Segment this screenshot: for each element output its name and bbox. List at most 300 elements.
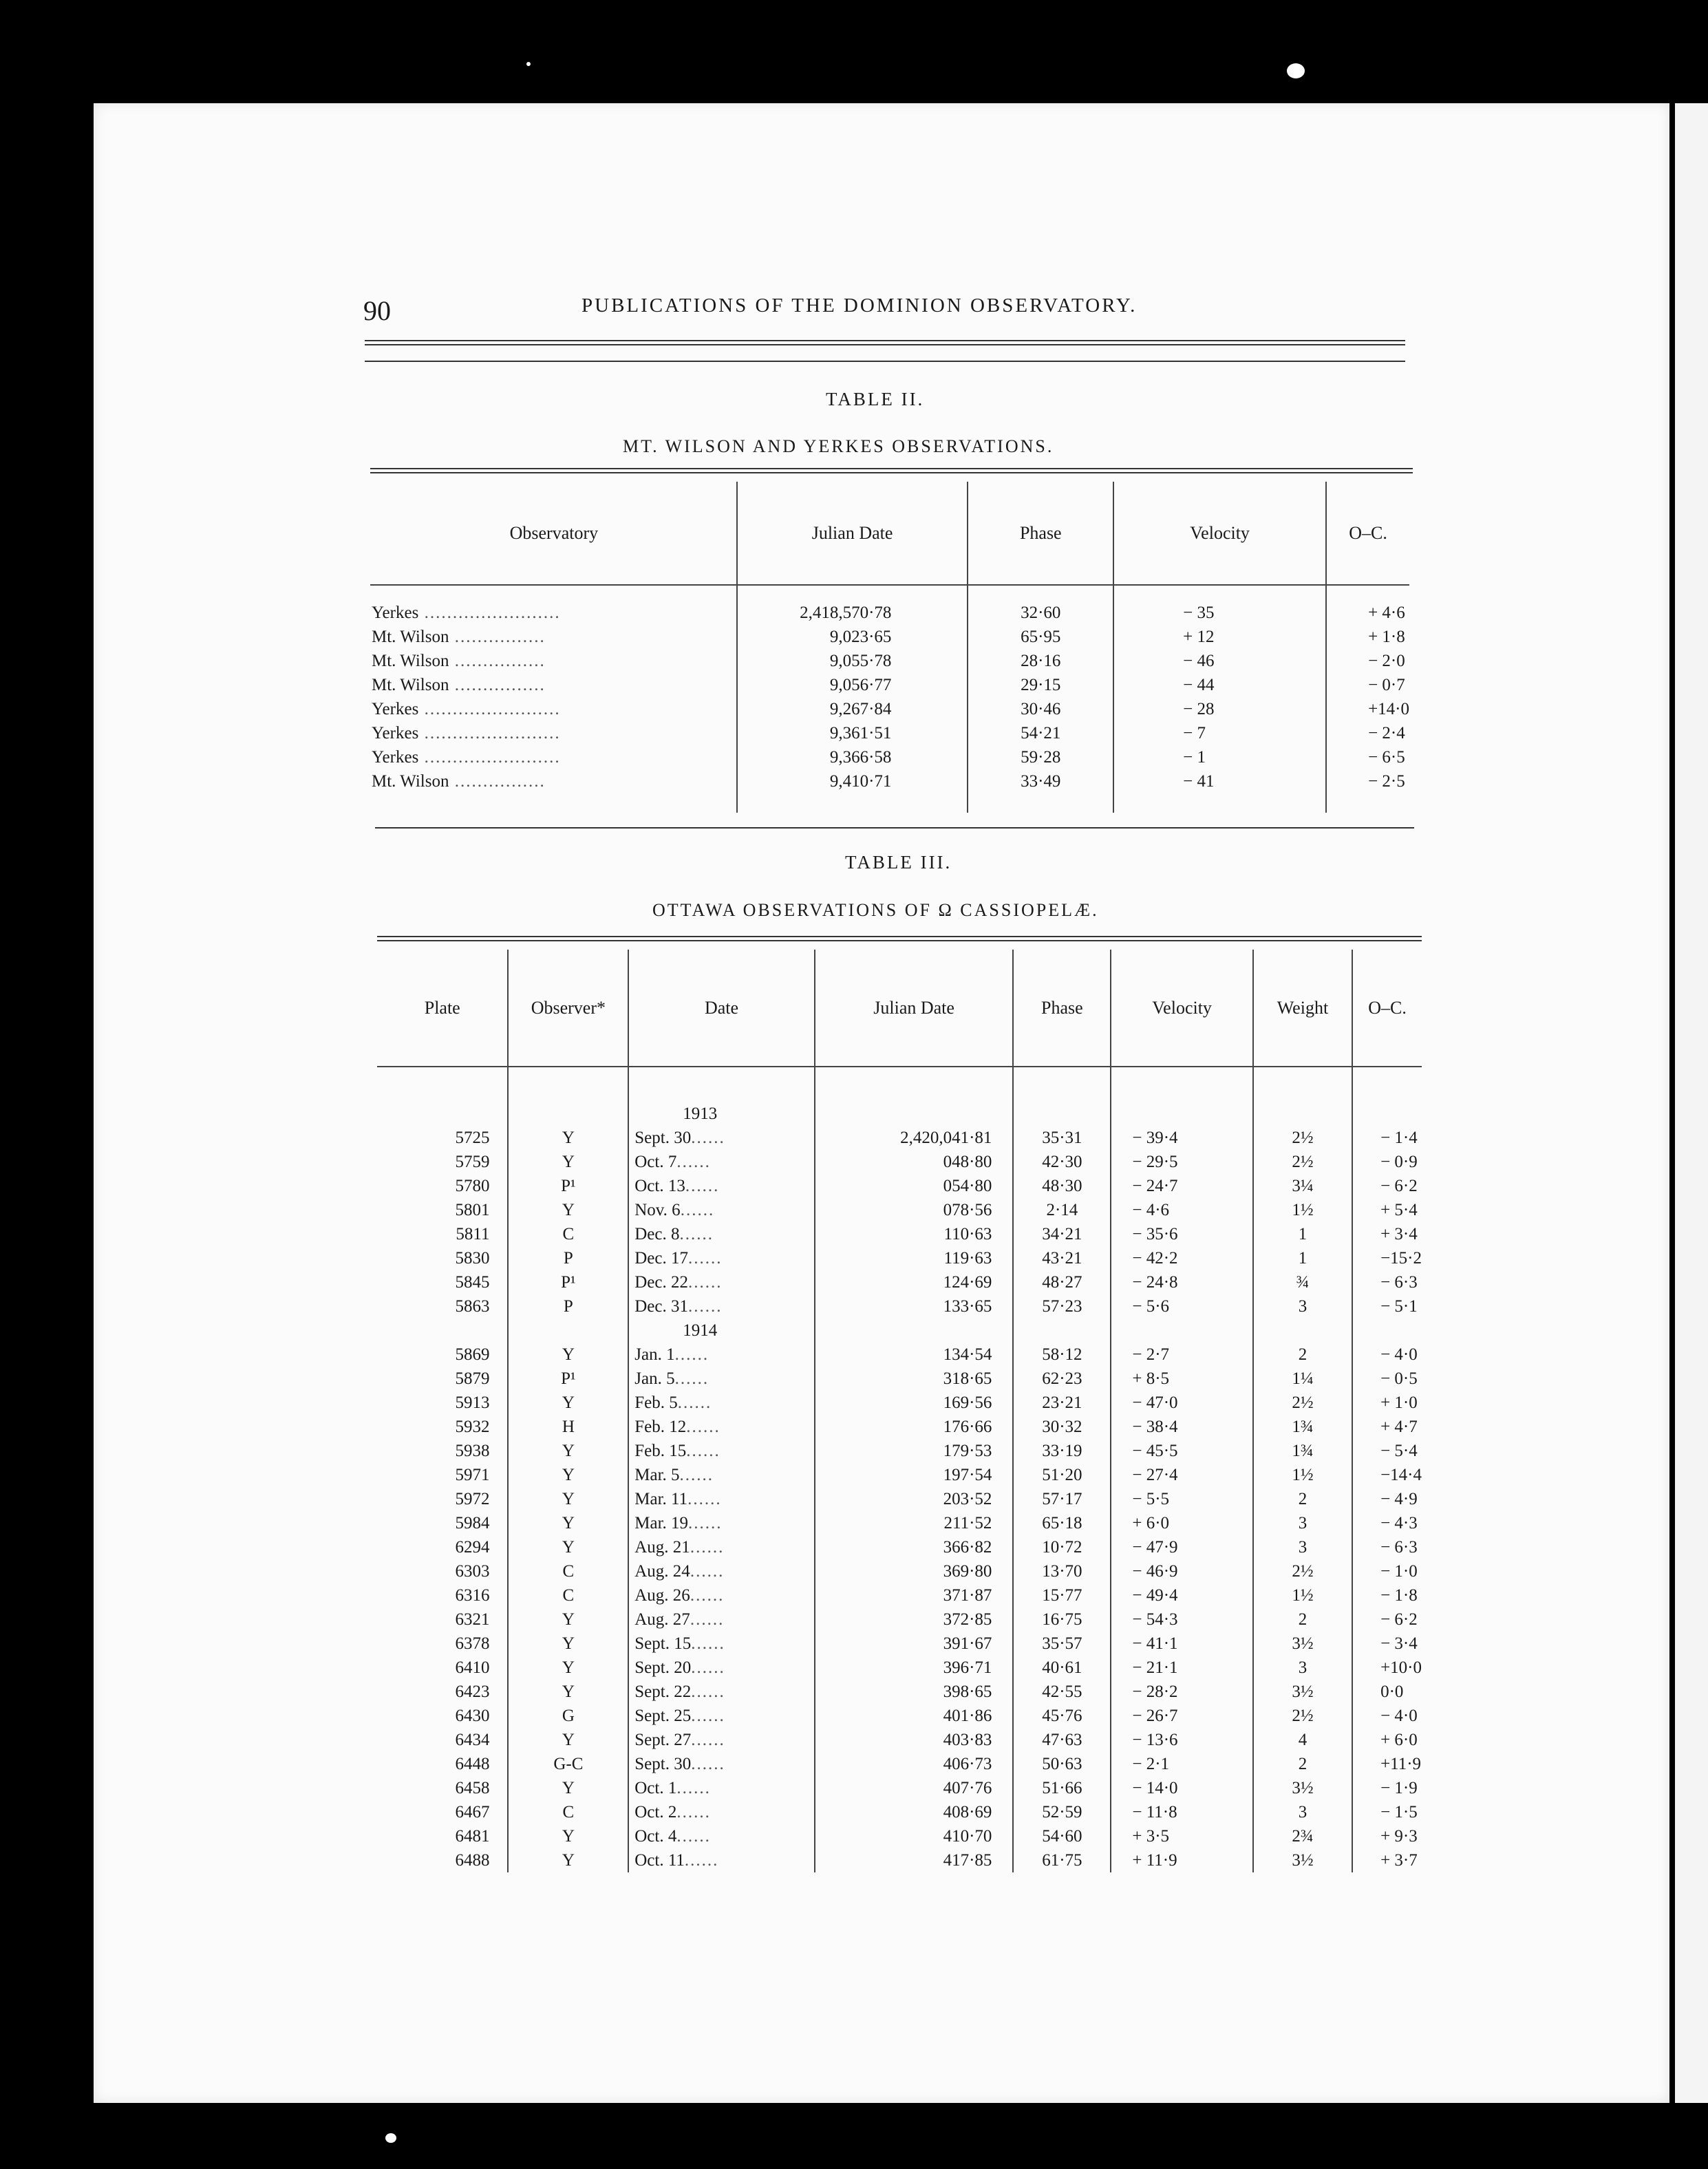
phase-cell: 40·61 — [1013, 1656, 1111, 1680]
weight-cell: 3 — [1253, 1656, 1352, 1680]
phase-cell: 43·21 — [1013, 1246, 1111, 1270]
oc-cell: −15·2 — [1352, 1246, 1422, 1270]
leader-dots: ...... — [691, 1129, 725, 1147]
oc-cell: + 1·8 — [1326, 625, 1409, 649]
weight-cell: 1¾ — [1253, 1439, 1352, 1463]
phase-cell: 32·60 — [968, 585, 1113, 625]
table-row — [377, 1824, 1422, 1848]
phase-cell: 52·59 — [1013, 1800, 1111, 1824]
julian-date-cell: 176·66 — [815, 1415, 1014, 1439]
date-text: Mar. 5 — [634, 1466, 680, 1484]
velocity-cell: − 7 — [1113, 721, 1326, 745]
table2-title: MT. WILSON AND YERKES OBSERVATIONS. — [623, 436, 1054, 456]
date-text: Sept. 25 — [634, 1707, 692, 1725]
scan-speck — [526, 62, 531, 66]
observatory-cell — [370, 673, 737, 697]
phase-cell: 48·30 — [1013, 1174, 1111, 1198]
leader-dots: ...... — [676, 1803, 711, 1821]
observer-cell: Y — [508, 1463, 628, 1487]
observer-cell: Y — [508, 1776, 628, 1800]
empty-cell — [377, 1067, 508, 1126]
oc-cell: − 1·5 — [1352, 1800, 1422, 1824]
col-oc: O–C. — [1326, 482, 1409, 585]
plate-cell: 5845 — [455, 1273, 490, 1292]
weight-cell: 2½ — [1253, 1391, 1352, 1415]
weight-cell: 2½ — [1253, 1150, 1352, 1174]
plate-cell: 6303 — [455, 1562, 490, 1581]
phase-cell: 59·28 — [968, 745, 1113, 769]
oc-cell: − 6·3 — [1352, 1535, 1422, 1559]
col-oc: O–C. — [1352, 950, 1422, 1067]
oc-cell: − 1·9 — [1352, 1776, 1422, 1800]
leader-dots: ................ — [449, 628, 546, 646]
leader-dots: ...... — [691, 1755, 725, 1773]
leader-dots: ...... — [690, 1610, 725, 1629]
date-text: Sept. 22 — [634, 1682, 692, 1701]
date-cell — [628, 1174, 815, 1198]
phase-cell: 29·15 — [968, 673, 1113, 697]
leader-dots: ...... — [686, 1418, 720, 1436]
observatory-name: Yerkes — [372, 748, 419, 767]
observatory-cell — [370, 697, 737, 721]
weight-cell: 2½ — [1253, 1126, 1352, 1150]
plate-cell: 6488 — [455, 1851, 490, 1870]
date-text: Feb. 15 — [634, 1442, 687, 1460]
plate-cell: 5830 — [455, 1249, 490, 1268]
empty-cell — [1111, 1067, 1252, 1126]
date-cell — [628, 1607, 815, 1632]
julian-date-cell: 9,056·77 — [737, 673, 968, 697]
julian-date-cell: 417·85 — [815, 1848, 1014, 1872]
date-cell — [628, 1270, 815, 1294]
phase-cell: 2·14 — [1013, 1198, 1111, 1222]
table2-label: TABLE II. — [826, 389, 925, 409]
date-text: Jan. 5 — [634, 1369, 675, 1388]
phase-cell: 28·16 — [968, 649, 1113, 673]
phase-cell: 54·21 — [968, 721, 1113, 745]
observatory-name: Yerkes — [372, 603, 419, 622]
date-text: Sept. 20 — [634, 1658, 692, 1677]
table2-top-rule — [370, 468, 1413, 473]
weight-cell: 3½ — [1253, 1680, 1352, 1704]
phase-cell: 57·17 — [1013, 1487, 1111, 1511]
leader-dots: ...... — [686, 1442, 720, 1460]
velocity-cell: − 41 — [1113, 769, 1326, 813]
date-cell — [628, 1343, 815, 1367]
table-row — [377, 1511, 1422, 1535]
leader-dots: ...... — [674, 1345, 709, 1364]
date-text: Oct. 7 — [634, 1153, 677, 1171]
leader-dots: ...... — [684, 1851, 719, 1870]
leader-dots: ...... — [688, 1297, 723, 1316]
leader-dots: ...... — [674, 1369, 709, 1388]
velocity-cell: − 46 — [1113, 649, 1326, 673]
phase-cell: 23·21 — [1013, 1391, 1111, 1415]
oc-cell: − 4·0 — [1352, 1704, 1422, 1728]
velocity-cell: − 29·5 — [1111, 1150, 1252, 1174]
observatory-cell — [370, 625, 737, 649]
phase-cell: 65·18 — [1013, 1511, 1111, 1535]
observatory-name: Mt. Wilson — [372, 628, 449, 646]
table-row — [377, 1439, 1422, 1463]
phase-cell: 48·27 — [1013, 1270, 1111, 1294]
phase-cell: 35·57 — [1013, 1632, 1111, 1656]
leader-dots: ........................ — [418, 603, 561, 622]
julian-date-cell: 9,267·84 — [737, 697, 968, 721]
oc-cell: + 1·0 — [1352, 1391, 1422, 1415]
empty-cell — [508, 1067, 628, 1126]
oc-cell: − 2·0 — [1326, 649, 1409, 673]
observatory-name: Yerkes — [372, 700, 419, 718]
date-cell — [628, 1583, 815, 1607]
observer-cell: Y — [508, 1656, 628, 1680]
observatory-name: Mt. Wilson — [372, 772, 449, 791]
col-observer: Observer* — [508, 950, 628, 1067]
date-text: Sept. 30 — [634, 1129, 692, 1147]
weight-cell: 3 — [1253, 1294, 1352, 1318]
phase-cell: 45·76 — [1013, 1704, 1111, 1728]
velocity-cell: − 24·8 — [1111, 1270, 1252, 1294]
table-row — [377, 1463, 1422, 1487]
phase-cell: 30·46 — [968, 697, 1113, 721]
table-row — [377, 1222, 1422, 1246]
col-date: Date — [628, 950, 815, 1067]
velocity-cell: − 45·5 — [1111, 1439, 1252, 1463]
table2-header-row — [370, 482, 1409, 585]
table2 — [370, 482, 1409, 813]
observatory-name: Mt. Wilson — [372, 652, 449, 670]
velocity-cell: − 47·9 — [1111, 1535, 1252, 1559]
julian-date-cell: 406·73 — [815, 1752, 1014, 1776]
julian-date-cell: 169·56 — [815, 1391, 1014, 1415]
leader-dots: ...... — [691, 1634, 725, 1653]
oc-cell: − 6·2 — [1352, 1174, 1422, 1198]
observer-cell: P — [508, 1294, 628, 1318]
observatory-cell — [370, 649, 737, 673]
velocity-cell: + 11·9 — [1111, 1848, 1252, 1872]
observer-cell: P¹ — [508, 1270, 628, 1294]
phase-cell: 51·20 — [1013, 1463, 1111, 1487]
oc-cell: − 6·5 — [1326, 745, 1409, 769]
plate-cell: 6458 — [455, 1779, 490, 1797]
table2-body — [370, 585, 1409, 813]
oc-cell: − 6·2 — [1352, 1607, 1422, 1632]
table-row — [377, 1583, 1422, 1607]
date-text: Dec. 8 — [634, 1225, 680, 1243]
date-cell — [628, 1656, 815, 1680]
running-title: PUBLICATIONS OF THE DOMINION OBSERVATORY. — [581, 295, 1138, 317]
velocity-cell: − 38·4 — [1111, 1415, 1252, 1439]
velocity-cell: − 28 — [1113, 697, 1326, 721]
weight-cell: ¾ — [1253, 1270, 1352, 1294]
table-row — [377, 1198, 1422, 1222]
observer-cell: P¹ — [508, 1367, 628, 1391]
leader-dots: ...... — [677, 1393, 712, 1412]
julian-date-cell: 372·85 — [815, 1607, 1014, 1632]
empty-cell — [1111, 1318, 1252, 1343]
julian-date-cell: 119·63 — [815, 1246, 1014, 1270]
phase-cell: 62·23 — [1013, 1367, 1111, 1391]
oc-cell: − 2·4 — [1326, 721, 1409, 745]
header-rule-thin — [365, 361, 1405, 362]
leader-dots: ...... — [679, 1225, 714, 1243]
phase-cell: 42·55 — [1013, 1680, 1111, 1704]
plate-cell: 5759 — [455, 1153, 490, 1171]
oc-cell: +11·9 — [1352, 1752, 1422, 1776]
phase-cell: 51·66 — [1013, 1776, 1111, 1800]
phase-cell: 57·23 — [1013, 1294, 1111, 1318]
plate-cell: 5972 — [455, 1490, 490, 1508]
weight-cell: 3½ — [1253, 1776, 1352, 1800]
velocity-cell: − 1 — [1113, 745, 1326, 769]
velocity-cell: − 24·7 — [1111, 1174, 1252, 1198]
date-cell — [628, 1222, 815, 1246]
table-row — [370, 625, 1409, 649]
date-text: Oct. 4 — [634, 1827, 677, 1846]
table-row — [377, 1607, 1422, 1632]
table-row — [377, 1391, 1422, 1415]
table-row — [377, 1752, 1422, 1776]
table3-title: OTTAWA OBSERVATIONS OF Ω CASSIOPELÆ. — [652, 900, 1099, 920]
table-row — [377, 1367, 1422, 1391]
plate-cell: 6410 — [455, 1658, 490, 1677]
phase-cell: 65·95 — [968, 625, 1113, 649]
phase-cell: 61·75 — [1013, 1848, 1111, 1872]
leader-dots: ...... — [691, 1682, 725, 1701]
julian-date-cell: 398·65 — [815, 1680, 1014, 1704]
julian-date-cell: 9,055·78 — [737, 649, 968, 673]
observer-cell: C — [508, 1583, 628, 1607]
velocity-cell: − 14·0 — [1111, 1776, 1252, 1800]
plate-cell: 6434 — [455, 1731, 490, 1749]
velocity-cell: + 6·0 — [1111, 1511, 1252, 1535]
table-row — [377, 1728, 1422, 1752]
leader-dots: ................ — [449, 772, 546, 791]
leader-dots: ...... — [691, 1731, 725, 1749]
velocity-cell: + 12 — [1113, 625, 1326, 649]
table-row — [377, 1535, 1422, 1559]
date-text: Feb. 5 — [634, 1393, 678, 1412]
table-row — [377, 1246, 1422, 1270]
year-label: 1914 — [628, 1318, 815, 1343]
weight-cell: 4 — [1253, 1728, 1352, 1752]
oc-cell: − 5·1 — [1352, 1294, 1422, 1318]
table-row — [377, 1656, 1422, 1680]
julian-date-cell: 048·80 — [815, 1150, 1014, 1174]
phase-cell: 13·70 — [1013, 1559, 1111, 1583]
oc-cell: +10·0 — [1352, 1656, 1422, 1680]
oc-cell: − 1·4 — [1352, 1126, 1422, 1150]
date-cell — [628, 1680, 815, 1704]
table-row — [370, 745, 1409, 769]
oc-cell: − 0·7 — [1326, 673, 1409, 697]
julian-date-cell: 369·80 — [815, 1559, 1014, 1583]
oc-cell: + 4·6 — [1326, 585, 1409, 625]
plate-cell: 5984 — [455, 1514, 490, 1532]
velocity-cell: − 11·8 — [1111, 1800, 1252, 1824]
observer-cell: Y — [508, 1511, 628, 1535]
date-cell — [628, 1535, 815, 1559]
empty-cell — [508, 1318, 628, 1343]
julian-date-cell: 2,420,041·81 — [815, 1126, 1014, 1150]
leader-dots: ...... — [691, 1658, 725, 1677]
velocity-cell: − 54·3 — [1111, 1607, 1252, 1632]
date-cell — [628, 1150, 815, 1174]
col-velocity: Velocity — [1111, 950, 1252, 1067]
velocity-cell: − 46·9 — [1111, 1559, 1252, 1583]
velocity-cell: − 26·7 — [1111, 1704, 1252, 1728]
phase-cell: 42·30 — [1013, 1150, 1111, 1174]
table-row — [370, 721, 1409, 745]
weight-cell: 1½ — [1253, 1463, 1352, 1487]
julian-date-cell: 2,418,570·78 — [737, 585, 968, 625]
year-row — [377, 1067, 1422, 1126]
table-row — [370, 673, 1409, 697]
oc-cell: +14·0 — [1326, 697, 1409, 721]
scan-speck — [385, 2133, 396, 2143]
velocity-cell: − 27·4 — [1111, 1463, 1252, 1487]
velocity-cell: − 2·7 — [1111, 1343, 1252, 1367]
velocity-cell: − 35 — [1113, 585, 1326, 625]
leader-dots: ........................ — [418, 700, 561, 718]
leader-dots: ...... — [688, 1273, 723, 1292]
julian-date-cell: 203·52 — [815, 1487, 1014, 1511]
phase-cell: 33·49 — [968, 769, 1113, 813]
date-cell — [628, 1776, 815, 1800]
velocity-cell: − 5·6 — [1111, 1294, 1252, 1318]
table-row — [377, 1415, 1422, 1439]
julian-date-cell: 318·65 — [815, 1367, 1014, 1391]
weight-cell: 3½ — [1253, 1848, 1352, 1872]
empty-cell — [1013, 1318, 1111, 1343]
date-text: Oct. 13 — [634, 1177, 685, 1195]
table-row — [377, 1704, 1422, 1728]
julian-date-cell: 124·69 — [815, 1270, 1014, 1294]
plate-cell: 6448 — [455, 1755, 490, 1773]
scan-speck — [1287, 63, 1305, 78]
velocity-cell: + 3·5 — [1111, 1824, 1252, 1848]
weight-cell: 1 — [1253, 1246, 1352, 1270]
weight-cell: 3 — [1253, 1800, 1352, 1824]
oc-cell: − 5·4 — [1352, 1439, 1422, 1463]
col-observatory: Observatory — [370, 482, 737, 585]
table-row — [377, 1294, 1422, 1318]
plate-cell: 5811 — [456, 1225, 490, 1243]
phase-cell: 34·21 — [1013, 1222, 1111, 1246]
julian-date-cell: 179·53 — [815, 1439, 1014, 1463]
date-text: Dec. 22 — [634, 1273, 688, 1292]
phase-cell: 10·72 — [1013, 1535, 1111, 1559]
date-cell — [628, 1391, 815, 1415]
date-cell — [628, 1246, 815, 1270]
date-text: Dec. 17 — [634, 1249, 688, 1268]
plate-cell: 6378 — [455, 1634, 490, 1653]
observer-cell: Y — [508, 1343, 628, 1367]
velocity-cell: − 4·6 — [1111, 1198, 1252, 1222]
date-text: Aug. 21 — [634, 1538, 690, 1557]
observer-cell: C — [508, 1222, 628, 1246]
velocity-cell: − 21·1 — [1111, 1656, 1252, 1680]
plate-cell: 5801 — [455, 1201, 490, 1219]
weight-cell: 3½ — [1253, 1632, 1352, 1656]
phase-cell: 30·32 — [1013, 1415, 1111, 1439]
phase-cell: 33·19 — [1013, 1439, 1111, 1463]
observer-cell: G — [508, 1704, 628, 1728]
leader-dots: ...... — [676, 1779, 711, 1797]
empty-cell — [1253, 1067, 1352, 1126]
weight-cell: 2½ — [1253, 1704, 1352, 1728]
date-cell — [628, 1367, 815, 1391]
oc-cell: + 4·7 — [1352, 1415, 1422, 1439]
weight-cell: 1½ — [1253, 1583, 1352, 1607]
header-rule — [365, 340, 1405, 345]
oc-cell: − 4·0 — [1352, 1343, 1422, 1367]
date-text: Aug. 27 — [634, 1610, 690, 1629]
observer-cell: Y — [508, 1680, 628, 1704]
julian-date-cell: 408·69 — [815, 1800, 1014, 1824]
plate-cell: 6423 — [455, 1682, 490, 1701]
date-text: Oct. 2 — [634, 1803, 677, 1821]
date-text: Mar. 19 — [634, 1514, 689, 1532]
observer-cell: Y — [508, 1439, 628, 1463]
observer-cell: Y — [508, 1824, 628, 1848]
col-julian-date: Julian Date — [737, 482, 968, 585]
leader-dots: ...... — [676, 1153, 711, 1171]
observer-cell: H — [508, 1415, 628, 1439]
table-row — [377, 1776, 1422, 1800]
plate-cell: 5932 — [455, 1418, 490, 1436]
table-row — [377, 1800, 1422, 1824]
observer-cell: P¹ — [508, 1174, 628, 1198]
date-text: Sept. 27 — [634, 1731, 692, 1749]
observer-cell: Y — [508, 1391, 628, 1415]
leader-dots: ................ — [449, 676, 546, 694]
table-row — [370, 769, 1409, 813]
oc-cell: − 4·3 — [1352, 1511, 1422, 1535]
oc-cell: −14·4 — [1352, 1463, 1422, 1487]
julian-date-cell: 133·65 — [815, 1294, 1014, 1318]
date-cell — [628, 1704, 815, 1728]
julian-date-cell: 391·67 — [815, 1632, 1014, 1656]
observer-cell: Y — [508, 1632, 628, 1656]
velocity-cell: + 8·5 — [1111, 1367, 1252, 1391]
plate-cell: 5780 — [455, 1177, 490, 1195]
weight-cell: 2¾ — [1253, 1824, 1352, 1848]
plate-cell: 5863 — [455, 1297, 490, 1316]
velocity-cell: − 44 — [1113, 673, 1326, 697]
leader-dots: ...... — [690, 1586, 725, 1605]
date-cell — [628, 1511, 815, 1535]
oc-cell: + 3·7 — [1352, 1848, 1422, 1872]
julian-date-cell: 134·54 — [815, 1343, 1014, 1367]
leader-dots: ...... — [688, 1249, 723, 1268]
leader-dots: ...... — [688, 1514, 723, 1532]
date-cell — [628, 1728, 815, 1752]
observer-cell: Y — [508, 1126, 628, 1150]
oc-cell: 0·0 — [1352, 1680, 1422, 1704]
empty-cell — [377, 1318, 508, 1343]
leader-dots: ...... — [680, 1201, 715, 1219]
julian-date-cell: 110·63 — [815, 1222, 1014, 1246]
table-row — [377, 1174, 1422, 1198]
julian-date-cell: 9,410·71 — [737, 769, 968, 813]
table-row — [377, 1270, 1422, 1294]
date-cell — [628, 1752, 815, 1776]
table3-top-rule — [377, 936, 1422, 941]
observer-cell: P — [508, 1246, 628, 1270]
table-row — [377, 1848, 1422, 1872]
empty-cell — [1253, 1318, 1352, 1343]
